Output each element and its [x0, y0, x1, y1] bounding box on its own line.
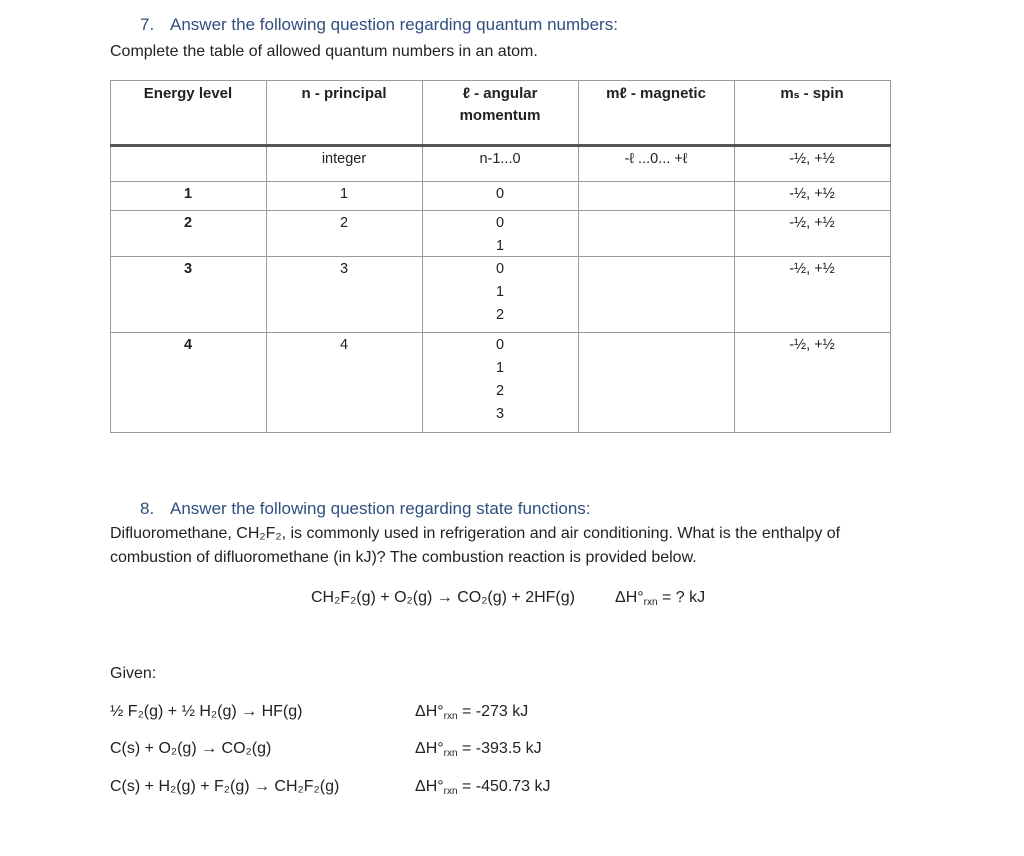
table-border-bottom [110, 432, 891, 433]
table-row-divider [110, 181, 891, 182]
rule-principal: integer [321, 151, 367, 167]
row-1-energy: 1 [183, 186, 193, 202]
row-3-energy: 3 [183, 261, 193, 277]
given-enthalpy-3 [415, 778, 551, 796]
row-4-angular-value: 1 [495, 360, 505, 376]
row-2-angular-value: 0 [495, 215, 505, 231]
row-3-principal: 3 [339, 261, 349, 277]
header-angular-line2: momentum [459, 107, 541, 124]
row-1-angular-value: 0 [495, 186, 505, 202]
row-1-angular [422, 183, 578, 206]
question-8-title [140, 499, 591, 519]
table-row-divider [110, 210, 891, 211]
rule-magnetic: -ℓ ...0... +ℓ [624, 151, 688, 167]
table-border-top [110, 80, 891, 81]
row-4-magnetic-cell[interactable] [578, 334, 734, 430]
row-2-angular-value: 1 [495, 238, 505, 254]
given-enthalpy-2-value: = -393.5 kJ [462, 740, 542, 757]
quantum-numbers-table [110, 80, 891, 433]
row-2-energy: 2 [183, 215, 193, 231]
given-enthalpy-1-sub: rxn [443, 711, 458, 722]
main-enthalpy-label: ΔH° [615, 589, 644, 606]
row-2-magnetic-cell[interactable] [578, 212, 734, 256]
row-3-magnetic-cell[interactable] [578, 258, 734, 332]
row-3-spin: -½, +½ [789, 261, 835, 277]
question-8-number: 8. [140, 499, 155, 518]
main-enthalpy-sub: rxn [643, 597, 658, 608]
main-enthalpy [615, 589, 705, 607]
question-8-text-line1: Difluoromethane, CH₂F₂, is commonly used in refrigeration and air conditioning. What is the enthalpy of [110, 525, 841, 542]
header-magnetic: mℓ - magnetic [606, 85, 706, 102]
header-energy-level: Energy level [143, 85, 233, 102]
main-reaction: CH₂F₂(g) + O₂(g) → CO₂(g) + 2HF(g) [311, 589, 575, 606]
row-4-angular [422, 334, 578, 426]
given-enthalpy-2 [415, 740, 542, 758]
question-8-title-text: Answer the following question regarding state functions: [170, 499, 591, 518]
table-header-divider [110, 144, 891, 147]
row-3-angular-value: 2 [495, 307, 505, 323]
row-2-principal: 2 [339, 215, 349, 231]
given-enthalpy-2-label: ΔH° [415, 740, 444, 757]
row-3-angular-value: 1 [495, 284, 505, 300]
row-1-principal: 1 [339, 186, 349, 202]
given-enthalpy-1-value: = -273 kJ [462, 703, 529, 720]
given-enthalpy-1-label: ΔH° [415, 703, 444, 720]
row-2-angular [422, 212, 578, 258]
rule-spin: -½, +½ [789, 151, 835, 167]
row-4-angular-value: 2 [495, 383, 505, 399]
row-4-principal: 4 [339, 337, 349, 353]
table-row-divider [110, 332, 891, 333]
given-reaction-2: C(s) + O₂(g) → CO₂(g) [110, 740, 272, 757]
question-7-title-text: Answer the following question regarding quantum numbers: [170, 15, 618, 34]
header-principal: n - principal [301, 85, 387, 102]
given-enthalpy-3-sub: rxn [443, 786, 458, 797]
given-enthalpy-1 [415, 703, 528, 721]
row-1-spin: -½, +½ [789, 186, 835, 202]
row-4-angular-value: 0 [495, 337, 505, 353]
main-enthalpy-value: = ? kJ [662, 589, 706, 606]
row-2-spin: -½, +½ [789, 215, 835, 231]
row-4-angular-value: 3 [495, 406, 505, 422]
header-spin: mₛ - spin [780, 85, 844, 102]
given-enthalpy-3-value: = -450.73 kJ [462, 778, 551, 795]
given-enthalpy-2-sub: rxn [443, 748, 458, 759]
given-reaction-3: C(s) + H₂(g) + F₂(g) → CH₂F₂(g) [110, 778, 340, 795]
header-angular-line1: ℓ - angular [462, 85, 538, 102]
given-reaction-1: ½ F₂(g) + ½ H₂(g) → HF(g) [110, 703, 303, 720]
row-4-energy: 4 [183, 337, 193, 353]
question-7-number: 7. [140, 15, 155, 34]
given-label: Given: [110, 665, 157, 682]
row-3-angular [422, 258, 578, 327]
question-8-text-line2: combustion of difluoromethane (in kJ)? The combustion reaction is provided below. [110, 549, 697, 566]
header-angular-momentum [422, 83, 578, 127]
question-7-title [140, 15, 618, 35]
rule-angular: n-1...0 [479, 151, 521, 167]
row-4-spin: -½, +½ [789, 337, 835, 353]
given-enthalpy-3-label: ΔH° [415, 778, 444, 795]
row-3-angular-value: 0 [495, 261, 505, 277]
question-7-instruction: Complete the table of allowed quantum numbers in an atom. [110, 43, 538, 60]
